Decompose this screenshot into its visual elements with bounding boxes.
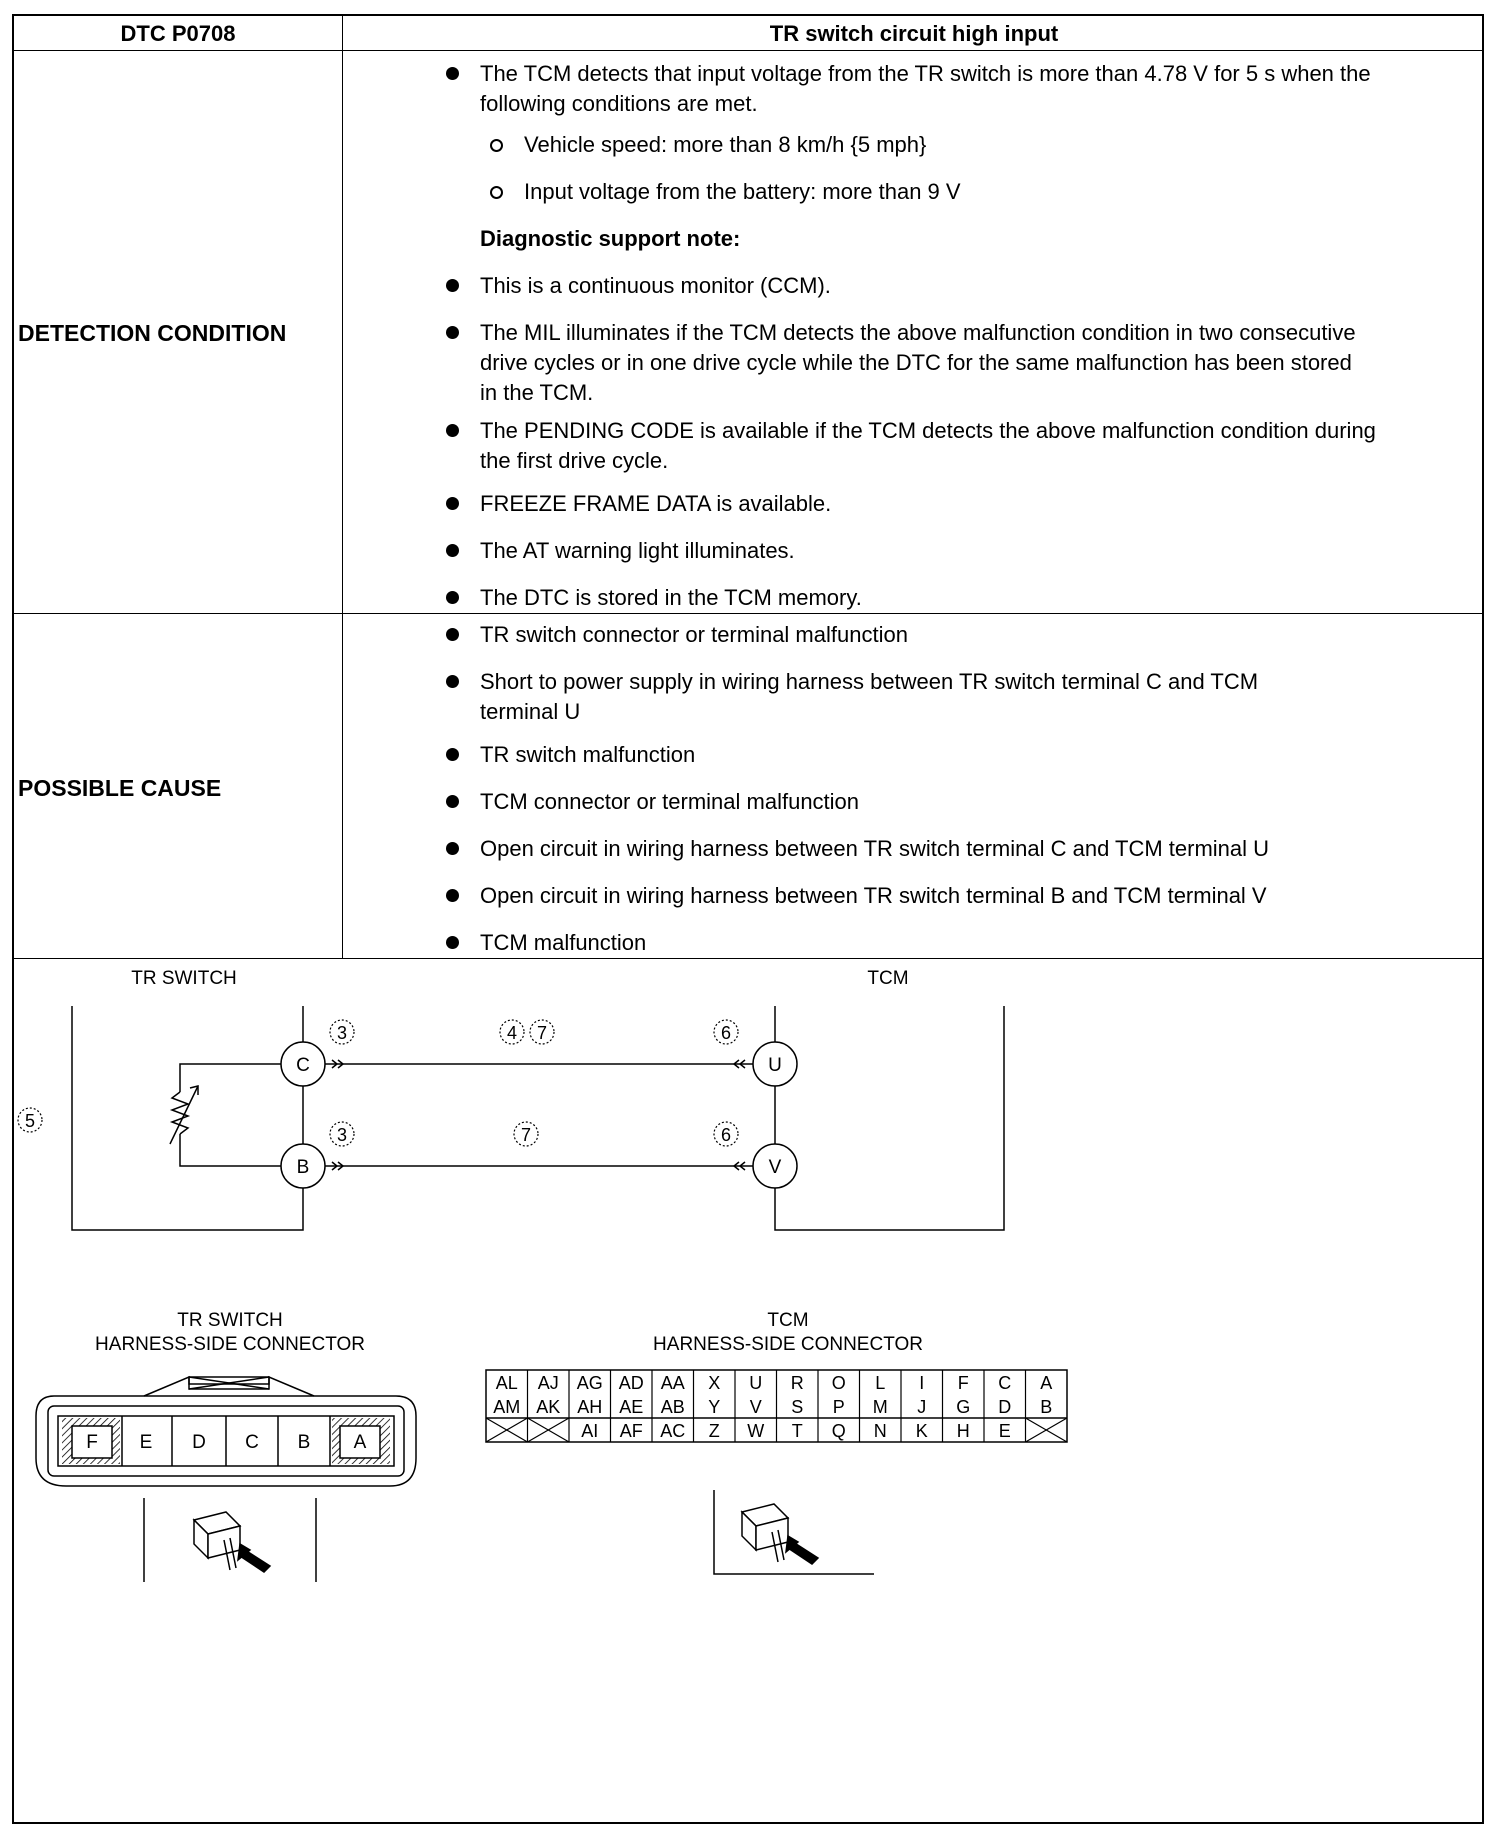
callout-5 <box>18 1108 42 1132</box>
detection-main-text: The TCM detects that input voltage from the TR switch is more than 4.78 V for 5 s when the following conditions are met. <box>480 61 1371 116</box>
tcm-pin: U <box>749 1373 763 1393</box>
condition-text: Vehicle speed: more than 8 km/h {5 mph} <box>524 132 927 157</box>
bullet-icon <box>446 748 459 761</box>
tcm-pin: B <box>1040 1397 1053 1417</box>
note-item <box>480 416 1380 476</box>
bullet-icon <box>446 591 459 604</box>
callout-6-top-label: 6 <box>720 1023 732 1043</box>
wire-c-u <box>325 1060 753 1068</box>
bullet-icon <box>446 326 459 339</box>
row-divider-1 <box>14 613 1482 614</box>
tr-pin: F <box>86 1432 98 1453</box>
cause-item <box>480 620 1460 650</box>
bullet-icon <box>446 544 459 557</box>
tr-pin: B <box>297 1432 311 1453</box>
cause-text: TCM connector or terminal malfunction <box>480 789 860 814</box>
note-text: The PENDING CODE is available if the TCM detects the above malfunction condition during the first drive cycle. <box>480 418 1376 473</box>
cause-text: Open circuit in wiring harness between TR switch terminal C and TCM terminal U <box>480 836 1270 861</box>
view-direction-icon <box>714 1490 874 1574</box>
bullet-icon <box>446 889 459 902</box>
terminal-c <box>281 1042 325 1086</box>
tcm-pin: W <box>747 1421 765 1441</box>
cause-text: Open circuit in wiring harness between TR switch terminal B and TCM terminal V <box>480 883 1267 908</box>
tcm-pin: P <box>832 1397 845 1417</box>
tr-pin: C <box>245 1432 259 1453</box>
note-item <box>480 536 1460 566</box>
cause-item <box>480 881 1460 911</box>
tcm-pin: D <box>998 1397 1012 1417</box>
tr-connector-title-2: HARNESS-SIDE CONNECTOR <box>95 1334 365 1355</box>
tcm-pin: AE <box>619 1397 644 1417</box>
wire-b-v <box>325 1162 753 1170</box>
terminal-v <box>753 1144 797 1188</box>
tcm-pin: Y <box>708 1397 721 1417</box>
tcm-connector-grid <box>486 1370 1067 1442</box>
callout-7-top-label: 7 <box>536 1023 548 1043</box>
note-text: The DTC is stored in the TCM memory. <box>480 585 862 610</box>
tcm-pin: E <box>998 1421 1011 1441</box>
tcm-connector-title-1: TCM <box>767 1310 809 1331</box>
callout-6-bottom-label: 6 <box>720 1125 732 1145</box>
tcm-pin: AK <box>536 1397 561 1417</box>
tr-pin: D <box>192 1432 206 1453</box>
detection-main <box>480 59 1460 119</box>
cause-text: Short to power supply in wiring harness between TR switch terminal C and TCM terminal U <box>480 669 1259 724</box>
bullet-icon <box>446 675 459 688</box>
tcm-pin: H <box>956 1421 970 1441</box>
condition-item <box>524 130 1424 160</box>
callout-7-bottom-label: 7 <box>520 1125 532 1145</box>
cause-item <box>480 667 1320 727</box>
tcm-pin: S <box>791 1397 804 1417</box>
tcm-label: TCM <box>867 968 909 989</box>
tcm-pin: AB <box>660 1397 685 1417</box>
callout-6-top <box>714 1020 738 1044</box>
tr-switch-box <box>72 1006 303 1230</box>
tcm-connector-title-2: HARNESS-SIDE CONNECTOR <box>653 1334 923 1355</box>
callout-5-label: 5 <box>24 1111 36 1131</box>
tcm-pin: Z <box>708 1421 720 1441</box>
tcm-pin: Q <box>831 1421 846 1441</box>
cause-label: POSSIBLE CAUSE <box>18 775 222 801</box>
tcm-pin: O <box>831 1373 846 1393</box>
cause-item <box>480 787 1460 817</box>
dtc-sheet <box>12 14 1484 1824</box>
tcm-pin: F <box>957 1373 969 1393</box>
tcm-pin: V <box>749 1397 762 1417</box>
terminal-c-label: C <box>296 1055 310 1076</box>
note-text: The AT warning light illuminates. <box>480 538 795 563</box>
column-divider <box>342 16 343 958</box>
callout-7-bottom <box>514 1122 538 1146</box>
note-text: The MIL illuminates if the TCM detects the above malfunction condition in two consecutive drive cycles or in one drive cycle while the DTC for the same malfunction has been stored in the TCM. <box>480 320 1356 405</box>
note-item <box>480 583 1460 613</box>
tcm-pin: M <box>872 1397 888 1417</box>
tcm-pin: AF <box>619 1421 643 1441</box>
detection-label: DETECTION CONDITION <box>18 320 287 346</box>
callout-7-top <box>530 1020 554 1044</box>
terminal-v-label: V <box>768 1157 782 1178</box>
tcm-box <box>775 1006 1004 1230</box>
bullet-icon <box>446 67 459 80</box>
callout-3-bottom <box>330 1122 354 1146</box>
tcm-pin: AM <box>493 1397 521 1417</box>
condition-text: Input voltage from the battery: more than 9 V <box>524 179 961 204</box>
cause-text: TCM malfunction <box>480 930 647 955</box>
tcm-pin: K <box>915 1421 928 1441</box>
tcm-pin: AD <box>618 1373 644 1393</box>
tr-pin: E <box>139 1432 153 1453</box>
tcm-pin: AJ <box>537 1373 559 1393</box>
tcm-pin: G <box>956 1397 971 1417</box>
tr-pin: A <box>353 1432 367 1453</box>
bullet-icon <box>446 936 459 949</box>
variable-resistor-icon <box>170 1064 281 1166</box>
note-text: FREEZE FRAME DATA is available. <box>480 491 832 516</box>
cause-item <box>480 834 1460 864</box>
tcm-pin: X <box>708 1373 721 1393</box>
bullet-icon <box>446 279 459 292</box>
tr-switch-label: TR SWITCH <box>131 968 237 989</box>
callout-4 <box>500 1020 524 1044</box>
tcm-pin: AA <box>660 1373 685 1393</box>
bullet-icon <box>446 842 459 855</box>
tr-connector-title-1: TR SWITCH <box>177 1310 283 1331</box>
callout-6-bottom <box>714 1122 738 1146</box>
bullet-icon <box>446 795 459 808</box>
terminal-b <box>281 1144 325 1188</box>
callout-3-top-label: 3 <box>336 1023 348 1043</box>
tcm-pin: R <box>790 1373 804 1393</box>
terminal-u-label: U <box>768 1055 782 1076</box>
tcm-pin: L <box>875 1373 886 1393</box>
callout-4-label: 4 <box>506 1023 518 1043</box>
tcm-pin: AG <box>576 1373 603 1393</box>
tcm-pin: AH <box>577 1397 603 1417</box>
row-divider-2 <box>14 958 1482 959</box>
tcm-pin: AI <box>581 1421 599 1441</box>
view-direction-icon <box>144 1498 316 1582</box>
dtc-title: TR switch circuit high input <box>769 21 1059 46</box>
terminal-u <box>753 1042 797 1086</box>
header-divider <box>14 50 1482 51</box>
dtc-code: DTC P0708 <box>120 21 236 46</box>
terminal-b-label: B <box>296 1157 310 1178</box>
cause-text: TR switch connector or terminal malfunction <box>480 622 908 647</box>
note-heading: Diagnostic support note: <box>480 226 741 251</box>
tcm-pin: N <box>873 1421 887 1441</box>
note-item <box>480 489 1460 519</box>
cause-text: TR switch malfunction <box>480 742 696 767</box>
condition-item <box>524 177 1424 207</box>
bullet-icon <box>446 497 459 510</box>
callout-3-bottom-label: 3 <box>336 1125 348 1145</box>
tcm-pin: AL <box>495 1373 518 1393</box>
note-item <box>480 318 1360 408</box>
ring-bullet-icon <box>490 139 503 152</box>
note-item <box>480 271 1460 301</box>
cause-item <box>480 740 1460 770</box>
tcm-pin: AC <box>660 1421 686 1441</box>
tcm-pin: I <box>919 1373 925 1393</box>
bullet-icon <box>446 424 459 437</box>
note-text: This is a continuous monitor (CCM). <box>480 273 831 298</box>
wiring-diagram <box>14 960 1482 1822</box>
callout-3-top <box>330 1020 354 1044</box>
tcm-pin: C <box>998 1373 1012 1393</box>
tcm-pin: J <box>917 1397 927 1417</box>
tcm-pin: A <box>1040 1373 1053 1393</box>
cause-item <box>480 928 1460 958</box>
tcm-pin: T <box>791 1421 803 1441</box>
ring-bullet-icon <box>490 186 503 199</box>
bullet-icon <box>446 628 459 641</box>
